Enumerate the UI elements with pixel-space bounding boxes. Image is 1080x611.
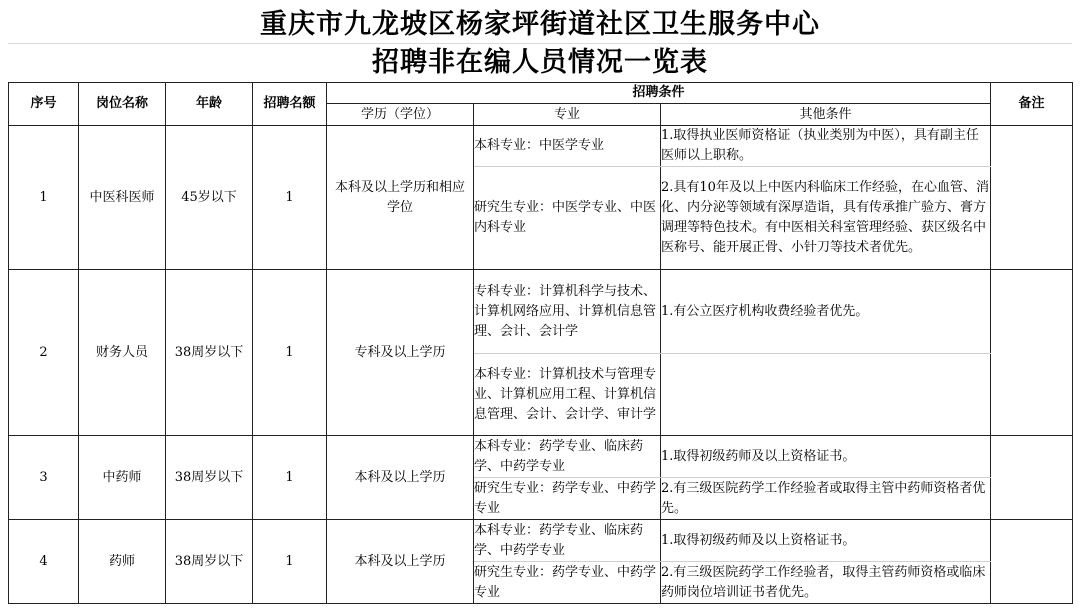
row-other-condition: 2.有三级医院药学工作经验者，取得主管药师资格或临床药师岗位培训证书者优先。 — [661, 562, 991, 604]
row-position: 中药师 — [79, 436, 166, 520]
row-remark — [991, 270, 1073, 436]
row-major: 本科专业：计算机技术与管理专业、计算机应用工程、计算机信息管理、会计、会计学、审计学 — [474, 354, 661, 436]
row-education: 本科及以上学历 — [327, 520, 474, 604]
document-title-line2: 招聘非在编人员情况一览表 — [372, 47, 708, 78]
row-major: 研究生专业：药学专业、中药学专业 — [474, 478, 661, 520]
table-row — [9, 520, 1073, 562]
row-seq: 3 — [9, 436, 79, 520]
row-major: 本科专业：药学专业、临床药学、中药学专业 — [474, 436, 661, 478]
header-quota: 招聘名额 — [253, 83, 327, 126]
row-other-condition: 2.具有10年及以上中医内科临床工作经验，在心血管、消化、内分泌等领域有深厚造诣，具有传承推广验方、膏方调理等特色技术。有中医相关科室管理经验、获区级名中医称号、能开展正骨、小针刀等技术者优先。 — [661, 167, 991, 270]
row-remark — [991, 436, 1073, 520]
header-conditions: 招聘条件 — [327, 83, 991, 104]
row-seq: 1 — [9, 126, 79, 270]
row-position: 财务人员 — [79, 270, 166, 436]
row-seq: 2 — [9, 270, 79, 436]
row-position: 药师 — [79, 520, 166, 604]
table-row — [9, 126, 1073, 167]
table-row — [9, 436, 1073, 478]
row-quota: 1 — [253, 520, 327, 604]
row-major: 研究生专业：药学专业、中药学专业 — [474, 562, 661, 604]
row-age: 38周岁以下 — [166, 436, 253, 520]
document-title-line1: 重庆市九龙坡区杨家坪街道社区卫生服务中心 — [260, 9, 820, 40]
header-age: 年龄 — [166, 83, 253, 126]
row-quota: 1 — [253, 126, 327, 270]
header-remark: 备注 — [991, 83, 1073, 126]
header-major: 专业 — [474, 104, 661, 126]
row-other-condition — [661, 354, 991, 436]
row-major: 本科专业：中医学专业 — [474, 126, 661, 167]
row-other-condition: 1.有公立医疗机构收费经验者优先。 — [661, 270, 991, 354]
row-quota: 1 — [253, 270, 327, 436]
header-position: 岗位名称 — [79, 83, 166, 126]
row-major: 专科专业：计算机科学与技术、计算机网络应用、计算机信息管理、会计、会计学 — [474, 270, 661, 354]
row-age: 45岁以下 — [166, 126, 253, 270]
row-major: 研究生专业：中医学专业、中医内科专业 — [474, 167, 661, 270]
row-position: 中医科医师 — [79, 126, 166, 270]
row-major: 本科专业：药学专业、临床药学、中药学专业 — [474, 520, 661, 562]
header-row — [9, 83, 1073, 104]
row-age: 38周岁以下 — [166, 520, 253, 604]
row-other-condition: 2.有三级医院药学工作经验者或取得主管中药师资格者优先。 — [661, 478, 991, 520]
row-quota: 1 — [253, 436, 327, 520]
row-age: 38周岁以下 — [166, 270, 253, 436]
row-remark — [991, 126, 1073, 270]
row-other-condition: 1.取得初级药师及以上资格证书。 — [661, 436, 991, 478]
header-seq: 序号 — [9, 83, 79, 126]
row-education: 本科及以上学历和相应学位 — [327, 126, 474, 270]
row-education: 专科及以上学历 — [327, 270, 474, 436]
row-other-condition: 1.取得执业医师资格证（执业类别为中医），具有副主任医师以上职称。 — [661, 126, 991, 167]
row-seq: 4 — [9, 520, 79, 604]
header-education: 学历（学位） — [327, 104, 474, 126]
row-other-condition: 1.取得初级药师及以上资格证书。 — [661, 520, 991, 562]
table-row — [9, 270, 1073, 354]
header-other: 其他条件 — [661, 104, 991, 126]
row-education: 本科及以上学历 — [327, 436, 474, 520]
row-remark — [991, 520, 1073, 604]
recruitment-table — [8, 82, 1073, 604]
